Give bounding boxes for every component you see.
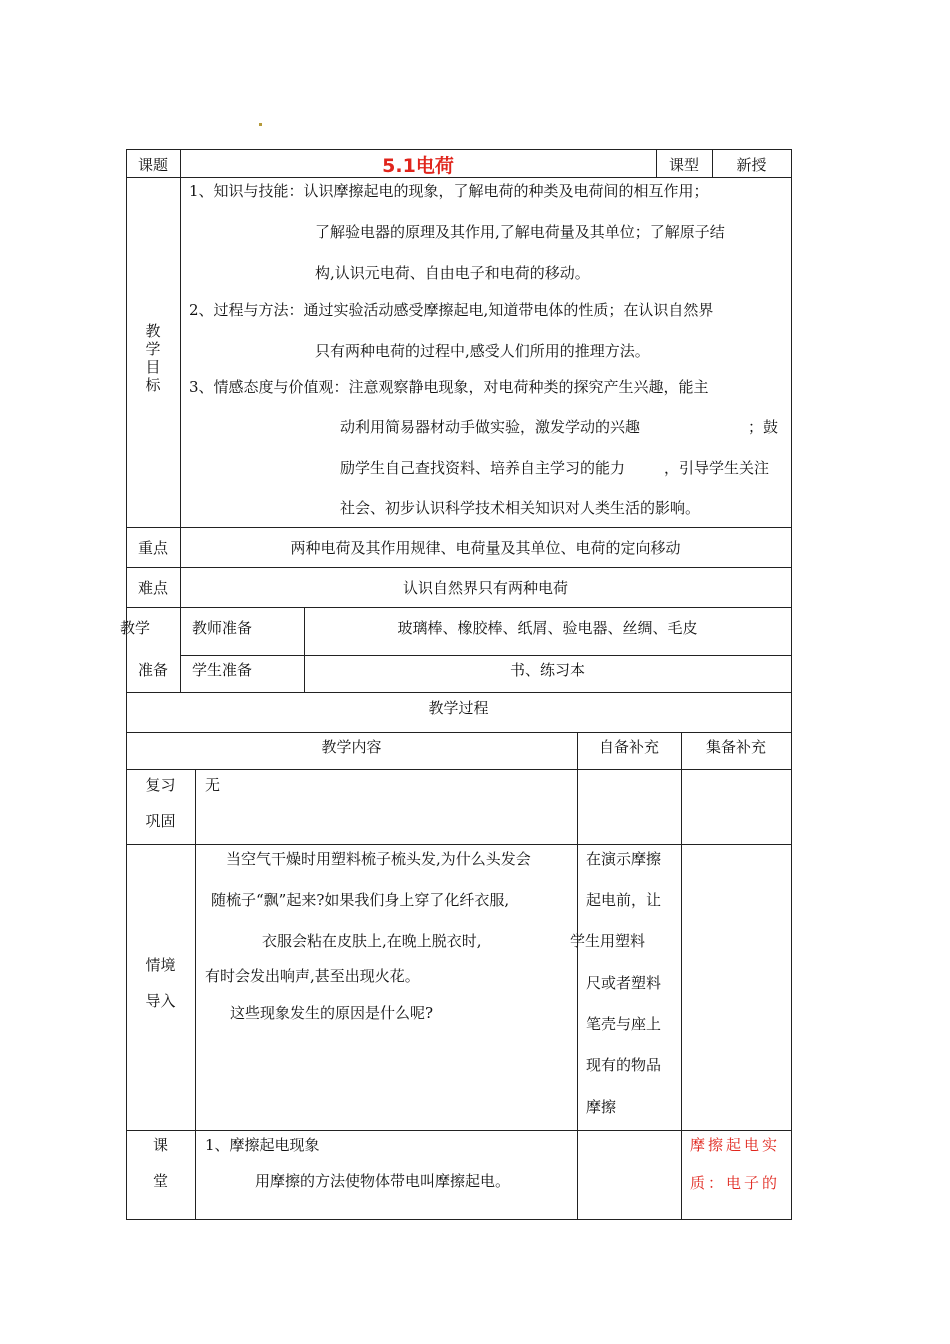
col-content-header: 教学内容 [321, 738, 382, 756]
preparation-label-line1: 教学 [120, 619, 151, 637]
teacher-prep-text: 玻璃棒、橡胶棒、纸屑、验电器、丝绸、毛皮 [397, 619, 698, 637]
review-label-line2: 巩固 [145, 812, 176, 830]
student-prep-text: 书、练习本 [509, 661, 585, 679]
key-points-text: 两种电荷及其作用规律、电荷量及其单位、电荷的定向移动 [290, 539, 681, 557]
scan-dot [259, 123, 262, 126]
student-prep-label: 学生准备 [192, 661, 253, 679]
intro-label-line2: 导入 [145, 992, 176, 1010]
process-title: 教学过程 [428, 699, 489, 717]
type-label: 课型 [668, 156, 699, 174]
group-note-line-1: 摩擦起电实 [690, 1136, 781, 1154]
col-self-header: 自备补充 [598, 738, 659, 756]
group-note-line-2: 质：电子的 [690, 1174, 781, 1192]
classroom-label-line1: 课 [152, 1136, 168, 1154]
intro-label-line1: 情境 [145, 956, 176, 974]
col-group-header: 集备补充 [705, 738, 766, 756]
preparation-label-line2: 准备 [137, 661, 168, 679]
review-label-line1: 复习 [145, 776, 176, 794]
type-value: 新授 [736, 156, 767, 174]
difficulties-text: 认识自然界只有两种电荷 [402, 579, 568, 597]
classroom-line-1: 1、摩擦起电现象 [205, 1136, 320, 1154]
classroom-line-2: 用摩擦的方法使物体带电叫摩擦起电。 [255, 1172, 511, 1190]
key-points-label: 重点 [137, 539, 168, 557]
teacher-prep-label: 教师准备 [192, 619, 253, 637]
review-content: 无 [205, 776, 221, 794]
difficulties-label: 难点 [137, 579, 168, 597]
lesson-title: 5.1电荷 [382, 155, 454, 177]
topic-label: 课题 [137, 156, 168, 174]
classroom-label-line2: 堂 [152, 1172, 168, 1190]
